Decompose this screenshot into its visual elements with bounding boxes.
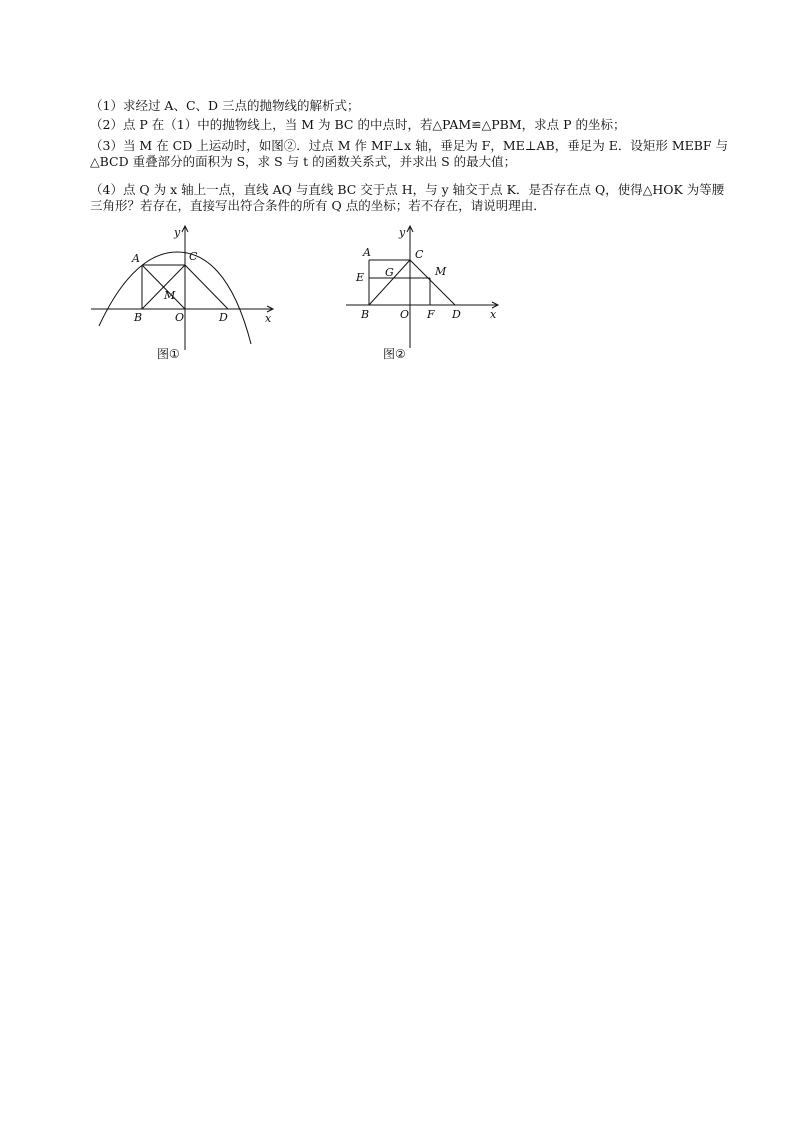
figure-2-label-b: B — [361, 308, 370, 321]
figure-2-label-o: O — [400, 308, 410, 321]
figure-2-label-m: M — [435, 265, 447, 278]
question-2: （2）点 P 在（1）中的抛物线上，当 M 为 BC 的中点时，若△PAM≌△PBM，求点 P 的坐标； — [90, 117, 626, 132]
figure-2-label-c: C — [415, 248, 424, 261]
figure-2-label-g: G — [385, 266, 394, 279]
figure-2-label-f: F — [427, 308, 435, 321]
figure-1-caption: 图① — [157, 347, 180, 361]
figure-2-label-d: D — [452, 308, 461, 321]
figure-1-label-o: O — [175, 311, 185, 324]
figure-1-diagram — [85, 222, 285, 352]
figure-2-caption: 图② — [383, 347, 406, 361]
figure-2-line-cd — [410, 260, 455, 305]
figure-2-label-e: E — [356, 271, 365, 284]
figure-1-label-b: B — [134, 311, 143, 324]
figure-1-label-d: D — [219, 311, 228, 324]
question-4: （4）点 Q 为 x 轴上一点，直线 AQ 与直线 BC 交于点 H，与 y 轴交于点 K．是否存在点 Q，使得△HOK 为等腰三角形？若存在，直接写出符合条件的所有 Q 点的坐标；若不存在，请说明理由． — [90, 182, 725, 213]
figure-1-label-m: M — [164, 289, 176, 302]
figure-2-label-y: y — [399, 226, 406, 239]
figure-2-label-x: x — [490, 308, 497, 321]
question-1: （1）求经过 A、C、D 三点的抛物线的解析式； — [90, 98, 360, 113]
figure-1-label-x: x — [265, 312, 272, 325]
figure-1-label-a: A — [132, 252, 140, 265]
figure-1-label-c: C — [189, 250, 198, 263]
figure-1-line-cd — [185, 265, 228, 309]
figure-2-diagram — [340, 222, 510, 352]
figure-1-label-y: y — [174, 226, 181, 239]
question-3: （3）当 M 在 CD 上运动时，如图②．过点 M 作 MF⊥x 轴，垂足为 F，ME⊥AB，垂足为 E．设矩形 MEBF 与△BCD 重叠部分的面积为 S，求 S 与 t 的函数关系式，并求出 S 的最大值； — [90, 138, 729, 169]
figure-2-label-a: A — [363, 246, 371, 259]
